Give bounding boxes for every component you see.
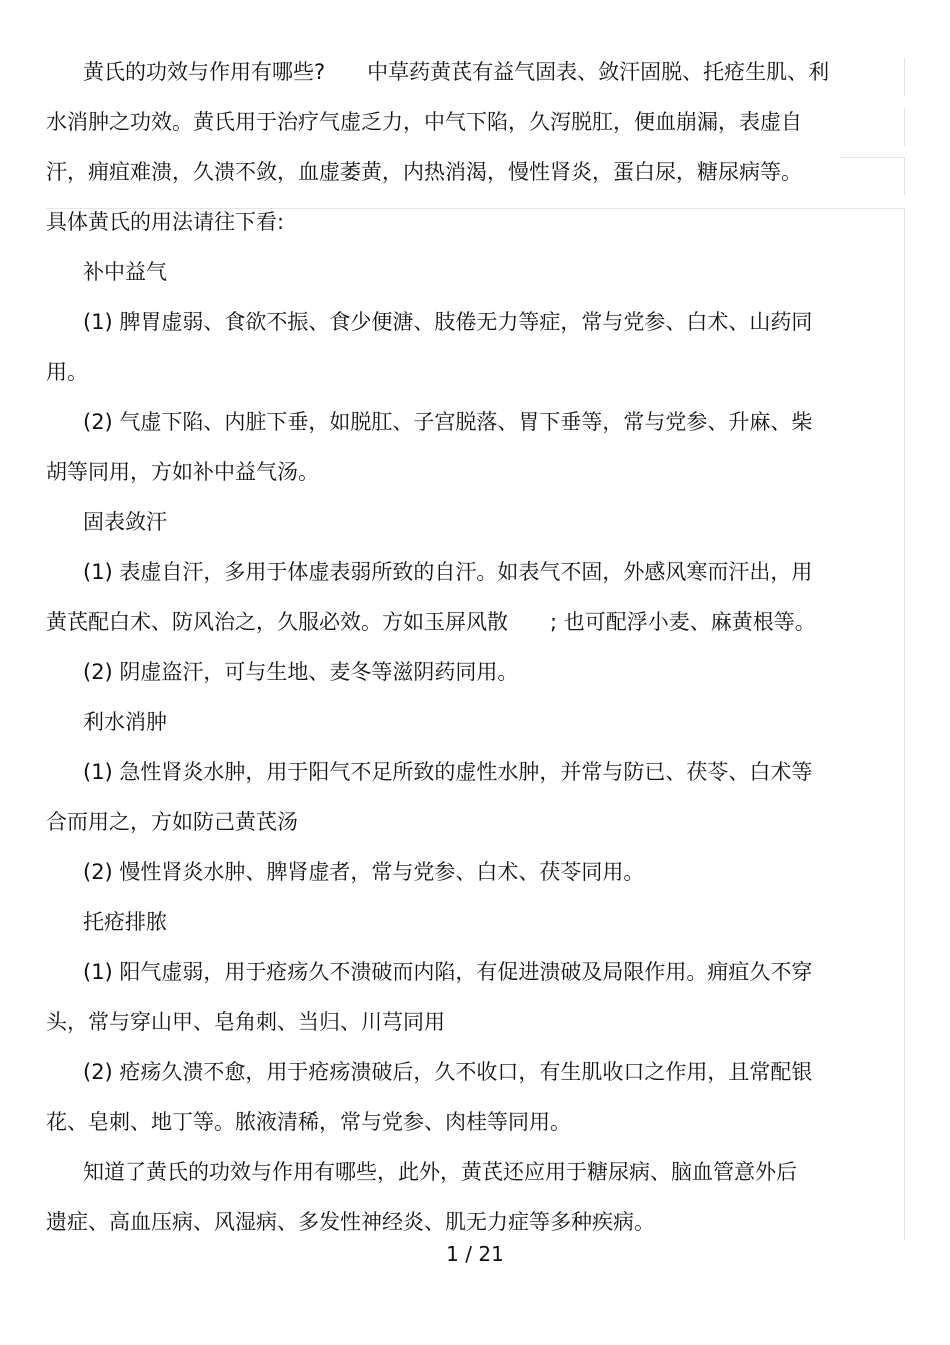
paragraph-intro-line: 黄氏的功效与作用有哪些? 中草药黄芪有益气固表、敛汗固脱、托疮生肌、利 [83,60,830,84]
section-heading: 利水消肿 [83,710,167,734]
paragraph-line: 胡等同用，方如补中益气汤。 [46,460,319,484]
paragraph-line: 合而用之，方如防己黄芪汤 [46,810,298,834]
paragraph-intro-line: 水消肿之功效。黄氏用于治疗气虚乏力，中气下陷，久泻脱肛，便血崩漏，表虚自 [46,110,802,134]
section-heading: 托疮排脓 [83,910,167,934]
page-number: 1 / 21 [446,1242,504,1266]
section-heading: 固表敛汗 [83,510,167,534]
paragraph-line: (2) 疮疡久溃不愈，用于疮疡溃破后，久不收口，有生肌收口之作用，且常配银 [83,1060,813,1084]
paragraph-line: 黄芪配白术、防风治之，久服必效。方如玉屏风散 ; 也可配浮小麦、麻黄根等。 [46,610,816,634]
paragraph-line: (1) 阳气虚弱，用于疮疡久不溃破而内陷，有促进溃破及局限作用。痈疽久不穿 [83,960,813,984]
paragraph-line: (2) 慢性肾炎水肿、脾肾虚者，常与党参、白术、茯苓同用。 [83,860,645,884]
paragraph-line: (2) 气虚下陷、内脏下垂，如脱肛、子宫脱落、胃下垂等，常与党参、升麻、柴 [83,410,813,434]
section-heading: 补中益气 [83,260,167,284]
frame-line [904,58,905,96]
frame-line [904,108,905,146]
frame-line [904,157,905,195]
paragraph-line: 花、皂刺、地丁等。脓液清稀，常与党参、肉桂等同用。 [46,1110,571,1134]
paragraph-line: 用。 [46,360,88,384]
paragraph-line: 遗症、高血压病、风湿病、多发性神经炎、肌无力症等多种疾病。 [46,1210,655,1234]
paragraph-line: 头，常与穿山甲、皂角刺、当归、川芎同用 [46,1010,445,1034]
paragraph-intro-line: 汗，痈疽难溃，久溃不敛，血虚萎黄，内热消渴，慢性肾炎，蛋白尿，糖尿病等。 [46,160,802,184]
paragraph-line: (1) 表虚自汗，多用于体虚表弱所致的自汗。如表气不固，外感风寒而汗出，用 [83,560,813,584]
paragraph-line: (1) 脾胃虚弱、食欲不振、食少便溏、肢倦无力等症，常与党参、白术、山药同 [83,310,813,334]
paragraph-line: 知道了黄氏的功效与作用有哪些，此外，黄芪还应用于糖尿病、脑血管意外后 [83,1160,797,1184]
paragraph-line: (1) 急性肾炎水肿，用于阳气不足所致的虚性水肿，并常与防已、茯苓、白术等 [83,760,813,784]
paragraph-line: (2) 阴虚盗汗，可与生地、麦冬等滋阴药同用。 [83,660,519,684]
frame-line [904,208,905,1240]
paragraph-intro-line: 具体黄氏的用法请往下看: [46,210,285,234]
